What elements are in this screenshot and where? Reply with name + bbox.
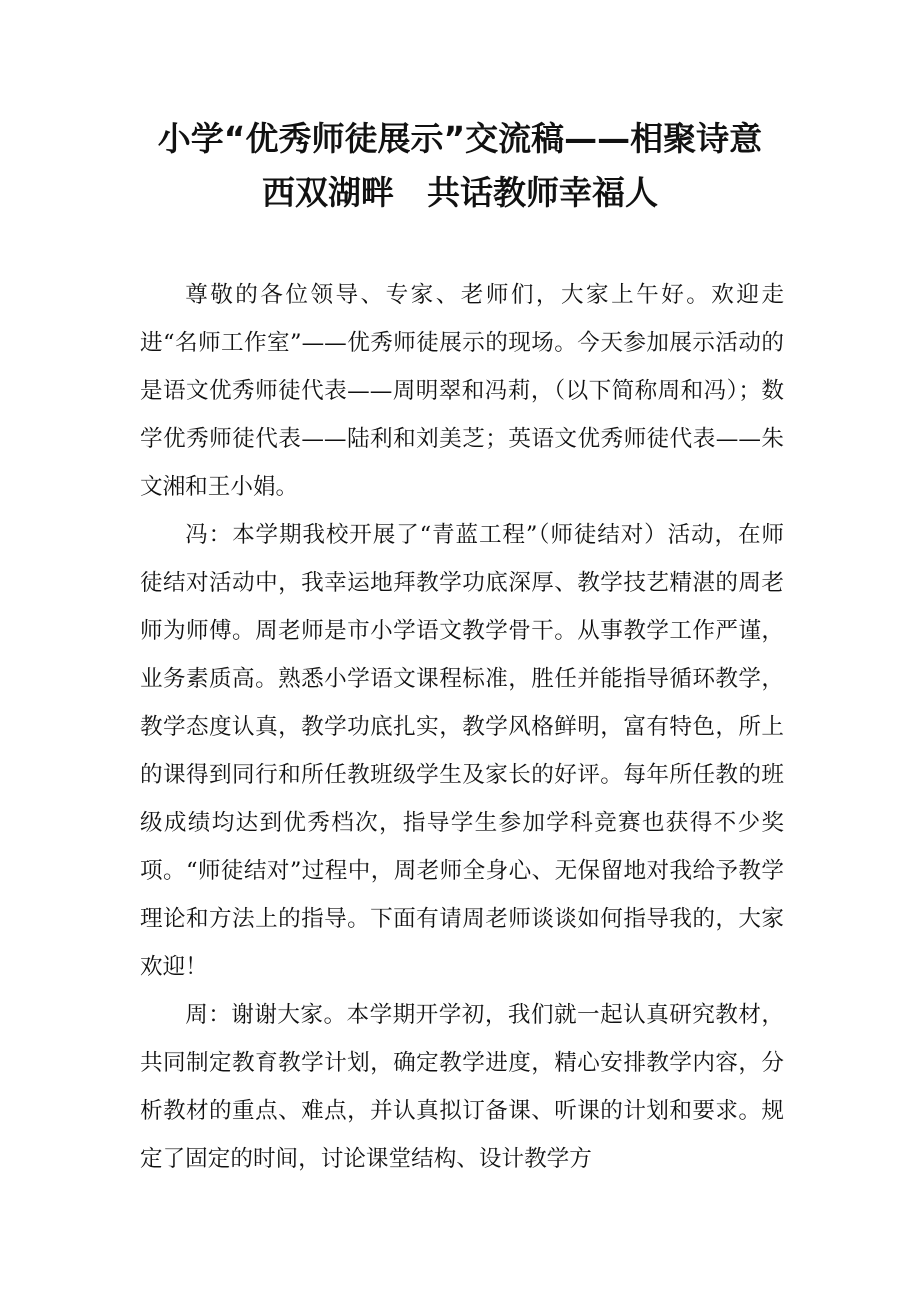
paragraph-feng: 冯：本学期我校开展了“青蓝工程”（师徒结对）活动，在师徒结对活动中，我幸运地拜教学功底深厚、教学技艺精湛的周老师为师傅。周老师是市小学语文教学骨干。从事教学工作严谨，业务素质高。熟悉小学语文课程标准，胜任并能指导循环教学，教学态度认真，教学功底扎实，教学风格鲜明，富有特色，所上的课得到同行和所任教班级学生及家长的好评。每年所任教的班级成绩均达到优秀档次，指导学生参加学科竞赛也获得不少奖项。“师徒结对”过程中，周老师全身心、无保留地对我给予教学理论和方法上的指导。下面有请周老师谈谈如何指导我的，大家欢迎！ bbox=[140, 522, 784, 980]
document-body bbox=[140, 271, 784, 1183]
document-title bbox=[120, 112, 800, 220]
paragraph-welcome: 尊敬的各位领导、专家、老师们，大家上午好。欢迎走进“名师工作室”——优秀师徒展示的现场。今天参加展示活动的是语文优秀师徒代表——周明翠和冯莉，（以下简称周和冯）；数学优秀师徒代表——陆利和刘美芝；英语文优秀师徒代表——朱文湘和王小娟。 bbox=[140, 282, 784, 500]
title-line-2: 西双湖畔 共话教师幸福人 bbox=[262, 173, 658, 212]
title-line-1: 小学“优秀师徒展示”交流稿——相聚诗意 bbox=[157, 119, 763, 158]
paragraph-zhou: 周：谢谢大家。本学期开学初，我们就一起认真研究教材，共同制定教育教学计划，确定教学进度，精心安排教学内容，分析教材的重点、难点，并认真拟订备课、听课的计划和要求。规定了固定的时间，讨论课堂结构、设计教学方 bbox=[140, 1002, 784, 1172]
